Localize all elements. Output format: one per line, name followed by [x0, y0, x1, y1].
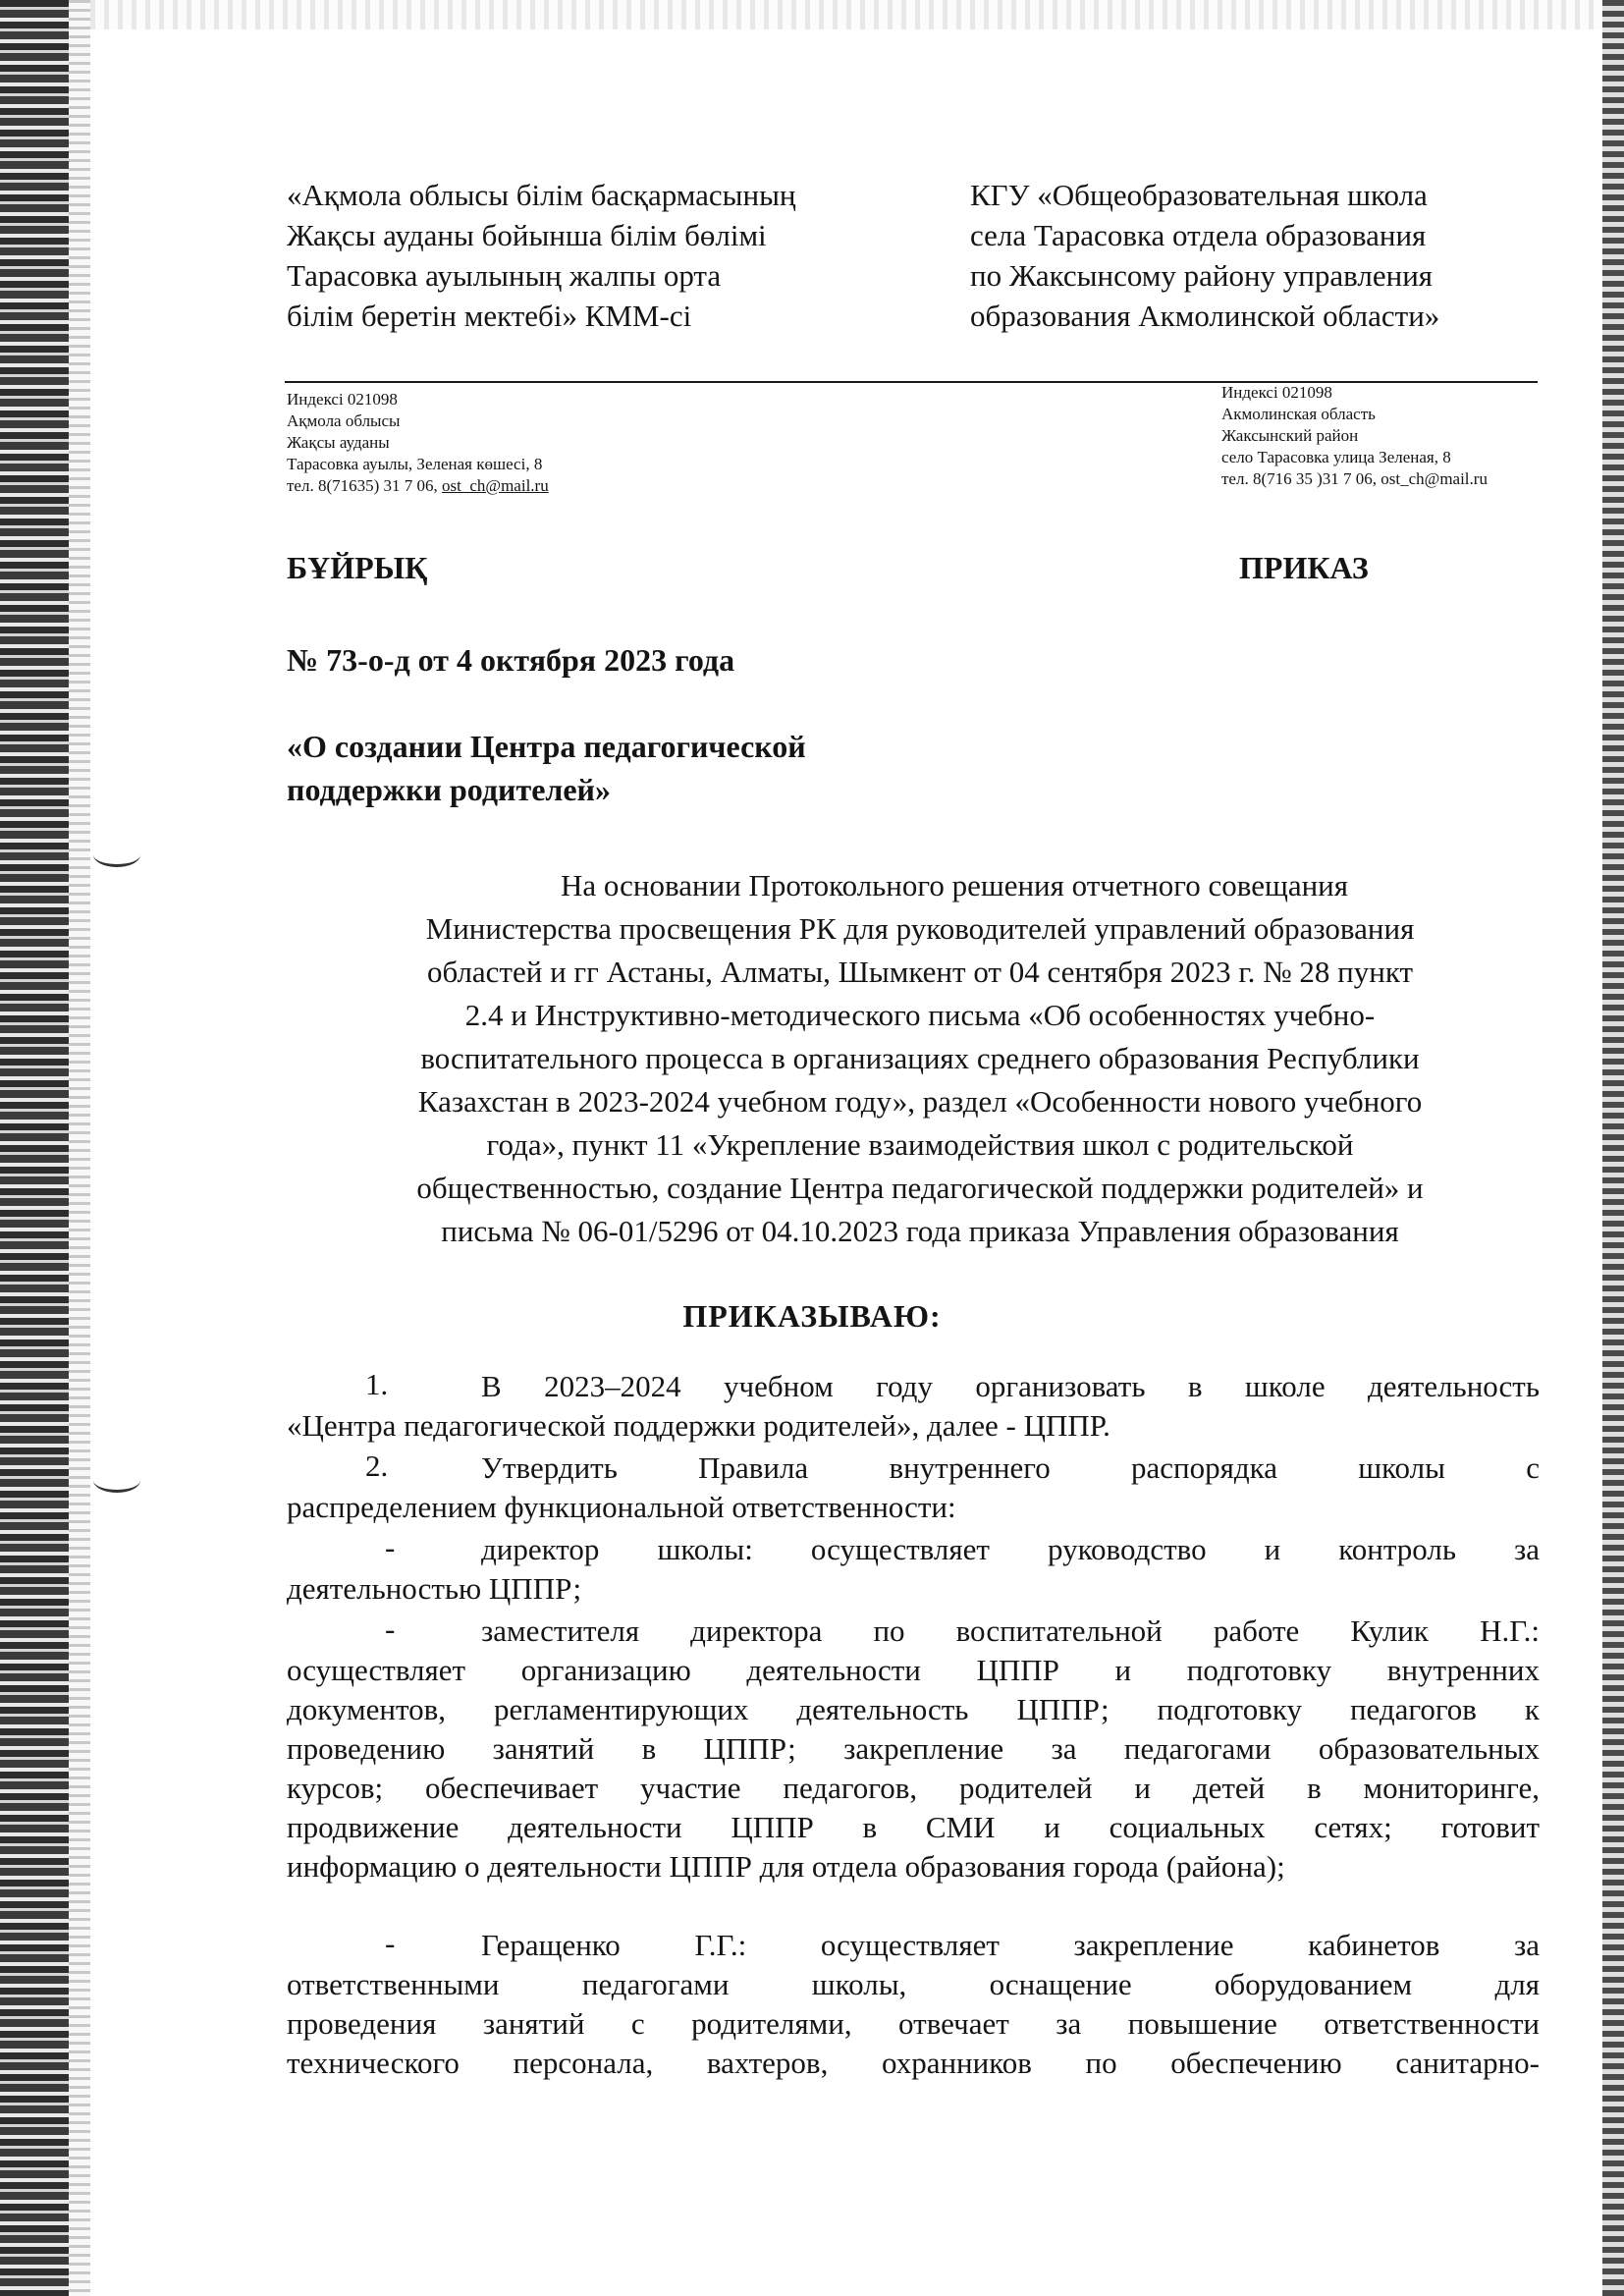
item-line: деятельностью ЦППР; — [287, 1571, 582, 1606]
item-line: распределением функциональной ответственности: — [287, 1490, 956, 1524]
responsibility-gerashchenko — [287, 1926, 1540, 2083]
item-line: заместителя директора по воспитательной работе Кулик Н.Г.: — [481, 1613, 1540, 1648]
item-line: проведению занятий в ЦППР; закрепление за педагогами образовательных — [287, 1731, 1540, 1766]
preamble-line: На основании Протокольного решения отчетного совещания — [560, 868, 1349, 902]
item-line: ответственными педагогами школы, оснащение оборудованием для — [287, 1967, 1540, 2001]
address-kz-email: ost_ch@mail.ru — [442, 476, 549, 495]
item-word: школы — [1358, 1450, 1445, 1485]
order-title — [287, 725, 806, 811]
address-kz-line: Индексі 021098 — [287, 390, 398, 409]
item-line: осуществляет организацию деятельности ЦППР и подготовку внутренних — [287, 1653, 1540, 1687]
address-kz — [287, 389, 549, 497]
preamble-line: Министерства просвещения РК для руководителей управлений образования — [425, 911, 1415, 946]
header-ru-line: села Тарасовка отдела образования — [970, 218, 1427, 252]
item-number: 1. — [365, 1367, 389, 1401]
item-number: 2. — [365, 1449, 389, 1483]
dash-mark: - — [385, 1612, 396, 1646]
scan-noise-artifact — [90, 0, 1602, 29]
item-line: Геращенко Г.Г.: осуществляет закрепление кабинетов за — [481, 1928, 1540, 1962]
order-title-line: поддержки родителей» — [287, 772, 611, 807]
preamble-paragraph — [287, 864, 1553, 1253]
item-word: распорядка — [1130, 1450, 1277, 1485]
item-line: информацию о деятельности ЦППР для отдела образования города (района); — [287, 1849, 1285, 1884]
item-word: с — [1526, 1450, 1540, 1485]
responsibility-director — [287, 1530, 1540, 1609]
preamble-line: 2.4 и Инструктивно-методического письма «Об особенностях учебно- — [464, 998, 1376, 1032]
header-ru-line: по Жаксынсому району управления — [970, 258, 1434, 293]
preamble-line: областей и гг Астаны, Алматы, Шымкент от 04 сентября 2023 г. № 28 пункт — [426, 955, 1414, 989]
punch-hole-mark — [93, 843, 140, 867]
address-kz-line: Жақсы ауданы — [287, 433, 390, 452]
order-heading-ru: ПРИКАЗ — [1239, 550, 1369, 585]
item-word: Утвердить — [481, 1450, 618, 1485]
item-line: проведения занятий с родителями, отвечает за повышение ответственности — [287, 2006, 1540, 2041]
responsibility-deputy — [287, 1612, 1540, 1886]
command-heading: ПРИКАЗЫВАЮ: — [682, 1298, 942, 1334]
punch-hole-mark — [93, 1468, 140, 1493]
header-kz-line: «Ақмола облысы білім басқармасының — [287, 178, 796, 212]
header-kz-line: Жақсы ауданы бойынша білім бөлімі — [287, 218, 767, 252]
preamble-line: воспитательного процесса в организациях среднего образования Республики — [420, 1041, 1420, 1075]
header-ru — [970, 175, 1439, 336]
item-line: документов, регламентирующих деятельность ЦППР; подготовку педагогов к — [287, 1692, 1540, 1726]
header-kz-line: білім беретін мектебі» КММ-сі — [287, 299, 692, 333]
address-kz-line: Тарасовка ауылы, Зеленая көшесі, 8 — [287, 455, 543, 473]
dash-mark: - — [385, 1926, 396, 1960]
item-line: технического персонала, вахтеров, охранников по обеспечению санитарно- — [287, 2046, 1540, 2080]
item-line: продвижение деятельности ЦППР в СМИ и социальных сетях; готовит — [287, 1810, 1540, 1844]
preamble-line: Казахстан в 2023-2024 учебном году», раздел «Особенности нового учебного — [417, 1084, 1423, 1119]
dash-mark: - — [385, 1530, 396, 1564]
item-line: В 2023–2024 учебном году организовать в школе деятельность — [481, 1369, 1540, 1403]
item-line: «Центра педагогической поддержки родителей», далее - ЦППР. — [287, 1408, 1110, 1443]
scan-edge-artifact — [1602, 0, 1624, 2296]
address-ru-line: Индексі 021098 — [1221, 383, 1332, 402]
order-title-line: «О создании Центра педагогической — [287, 729, 806, 764]
address-ru-line: Жаксынский район — [1221, 426, 1359, 445]
order-item-1 — [287, 1367, 1540, 1446]
preamble-line: письма № 06-01/5296 от 04.10.2023 года приказа Управления образования — [441, 1214, 1399, 1248]
address-ru-line: Акмолинская область — [1221, 405, 1376, 423]
address-ru-line: село Тарасовка улица Зеленая, 8 — [1221, 448, 1451, 466]
item-word: внутреннего — [889, 1450, 1051, 1485]
item-line: директор школы: осуществляет руководство и контроль за — [481, 1532, 1540, 1566]
address-ru-line: тел. 8(716 35 )31 7 06, ost_ch@mail.ru — [1221, 469, 1488, 488]
preamble-line: общественностью, создание Центра педагогической поддержки родителей» и — [416, 1171, 1424, 1205]
order-item-2 — [287, 1449, 1540, 1527]
scan-edge-artifact — [69, 0, 90, 2296]
address-ru — [1221, 382, 1488, 490]
item-word: Правила — [698, 1450, 809, 1485]
item-line: курсов; обеспечивает участие педагогов, родителей и детей в мониторинге, — [287, 1771, 1540, 1805]
address-kz-line: Ақмола облысы — [287, 411, 401, 430]
header-kz — [287, 175, 796, 336]
item-line — [481, 1449, 1540, 1488]
preamble-line: года», пункт 11 «Укрепление взаимодействия школ с родительской — [486, 1127, 1354, 1162]
header-ru-line: образования Акмолинской области» — [970, 299, 1440, 333]
scan-edge-artifact — [0, 0, 69, 2296]
header-kz-line: Тарасовка ауылының жалпы орта — [287, 258, 722, 293]
address-kz-phone: тел. 8(71635) 31 7 06, — [287, 476, 443, 495]
header-ru-line: КГУ «Общеобразовательная школа — [970, 178, 1428, 212]
order-number: № 73-о-д от 4 октября 2023 года — [287, 642, 735, 678]
address-kz-contact — [287, 475, 549, 497]
order-heading-kz: БҰЙРЫҚ — [287, 550, 428, 585]
